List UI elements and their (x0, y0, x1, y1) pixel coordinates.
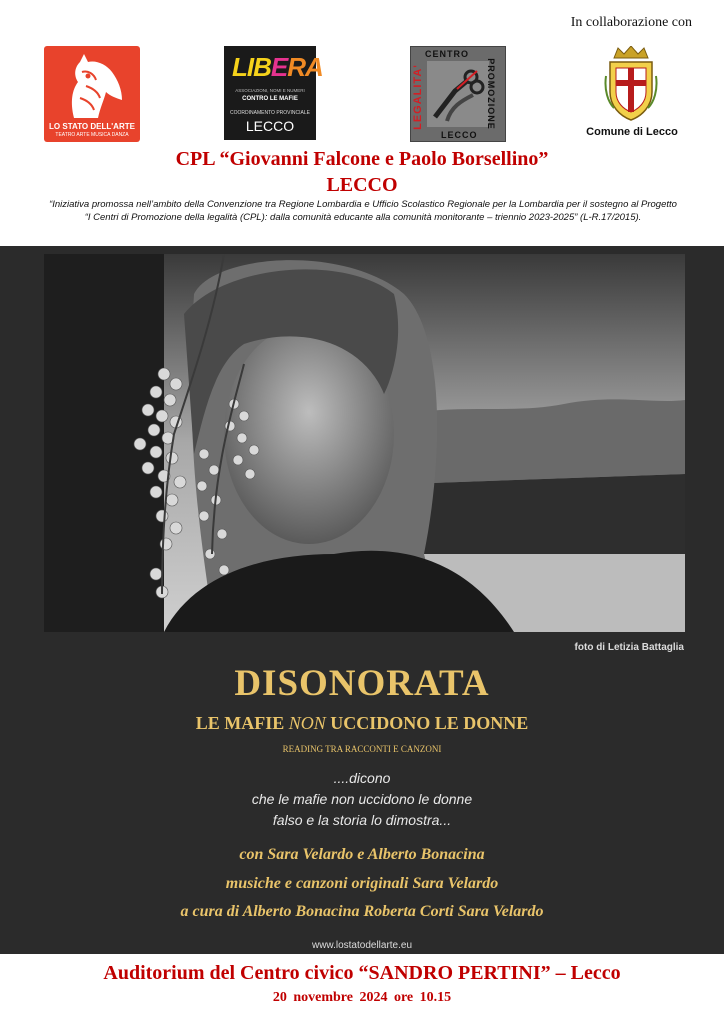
cpl-bottom-text: LECCO (441, 130, 478, 140)
libera-line3: COORDINAMENTO PROVINCIALE (230, 110, 310, 116)
portrait-photo (44, 254, 685, 632)
photo-credit: foto di Letizia Battaglia (574, 642, 684, 653)
show-format: READING TRA RACCONTI E CANZONI (282, 744, 442, 754)
collaboration-label: In collaborazione con (570, 15, 692, 30)
libera-line1: ASSOCIAZIONI, NOMI E NUMERI (235, 88, 305, 93)
scissors-rope-icon (427, 61, 489, 127)
libera-logo (224, 46, 323, 140)
event-poster (0, 246, 724, 954)
quote-line-2: che le mafie non uccidono le donne (251, 791, 473, 807)
show-subtitle (0, 713, 724, 734)
stato-arte-name: LO STATO DELL'ARTE (49, 122, 135, 131)
event-venue: Auditorium del Centro civico “SANDRO PERTINI” – Lecco (103, 962, 621, 984)
quote-line-3: falso e la storia lo dimostra... (272, 812, 452, 828)
coat-of-arms-icon (604, 46, 658, 122)
event-date: 20 novembre 2024 ore 10.15 (272, 990, 452, 1005)
stato-arte-logo (44, 46, 140, 142)
website-link[interactable]: www.lostatodellarte.eu (311, 940, 413, 951)
horse-head-icon (52, 52, 132, 120)
cpl-right-text: PROMOZIONE (486, 58, 497, 130)
subtitle-part-1: LE MAFIE (195, 713, 289, 733)
cpl-logo (410, 46, 506, 142)
libera-line2: CONTRO LE MAFIE (242, 96, 298, 102)
cpl-city: LECCO (326, 174, 398, 196)
cpl-top-text: CENTRO (425, 49, 469, 59)
quote-line-1: ....dicono (333, 770, 391, 786)
initiative-notice: “Iniziativa promossa nell’ambito della Convenzione tra Regione Lombardia e Ufficio Scolastico Regionale per la Lombardia per il sostegno al Progetto “I Centri di Promozione della legalità (CPL): dalla comunità educante alla comunità monitorante – triennio 2023-2025” (L-R.17/2015). (49, 199, 677, 223)
libera-wordmark: LIBERA (232, 52, 323, 82)
show-title: DISONORATA (234, 663, 490, 704)
credits-line-2: musiche e canzoni originali Sara Velardo (225, 875, 499, 892)
credits-line-3: a cura di Alberto Bonacina Roberta Corti Sara Velardo (180, 903, 544, 920)
comune-name: Comune di Lecco (586, 126, 678, 138)
libera-line4: LECCO (245, 118, 295, 134)
cpl-left-text: LEGALITA' (411, 64, 424, 130)
cpl-title: CPL “Giovanni Falcone e Paolo Borsellino” (175, 148, 549, 170)
subtitle-non: NON (288, 713, 326, 733)
comune-lecco-logo (582, 46, 682, 142)
subtitle-part-2: UCCIDONO LE DONNE (325, 713, 529, 733)
credits-line-1: con Sara Velardo e Alberto Bonacina (239, 846, 485, 863)
stato-arte-tagline: TEATRO ARTE MUSICA DANZA (55, 132, 129, 138)
